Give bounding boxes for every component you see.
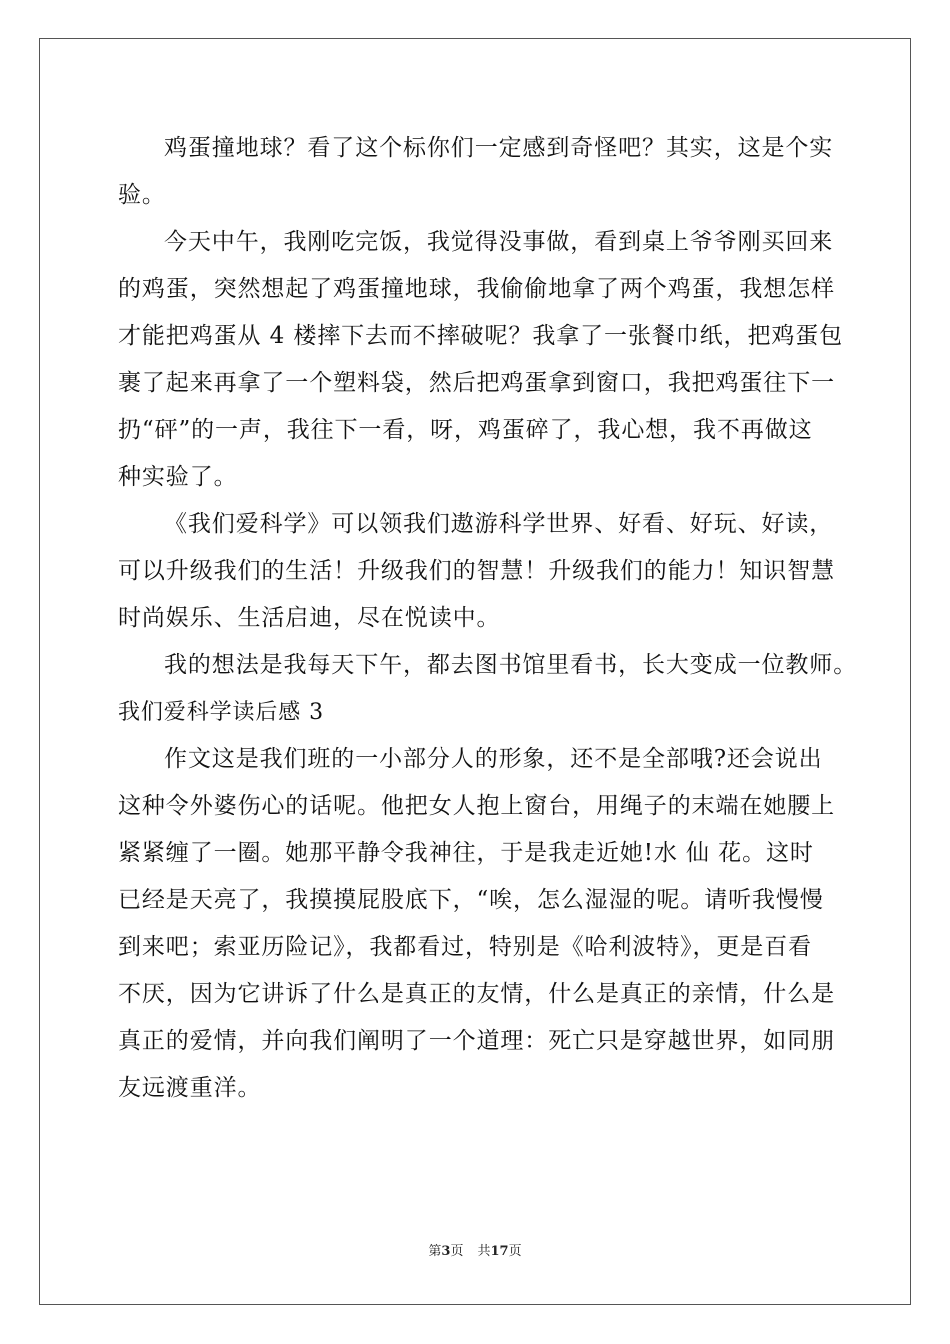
paragraph-line: 友远渡重洋。 [118, 1075, 262, 1101]
total-pages: 17 [490, 1244, 509, 1259]
paragraph-line: 这种令外婆伤心的话呢。他把女人抱上窗台，用绳子的末端在她腰上 [118, 793, 835, 819]
paragraph-line: 已经是天亮了，我摸摸屁股底下，“唉，怎么湿湿的呢。请听我慢慢 [118, 887, 824, 913]
page-prefix: 第 [428, 1244, 442, 1259]
paragraph-line: 时尚娱乐、生活启迪，尽在悦读中。 [118, 605, 501, 631]
paragraph-line: 我的想法是我每天下午，都去图书馆里看书，长大变成一位教师。 [164, 652, 858, 678]
total-prefix: 共 [477, 1244, 491, 1259]
paragraph-line: 今天中午，我刚吃完饭，我觉得没事做，看到桌上爷爷刚买回来 [164, 229, 834, 255]
paragraph-line: 才能把鸡蛋从 4 楼摔下去而不摔破呢？我拿了一张餐巾纸，把鸡蛋包 [118, 323, 844, 349]
paragraph-line: 鸡蛋撞地球？看了这个标你们一定感到奇怪吧？其实，这是个实 [164, 135, 834, 161]
paragraph-line: 扔“砰”的一声，我往下一看，呀，鸡蛋碎了，我心想，我不再做这 [118, 417, 813, 443]
paragraph-line: 不厌，因为它讲诉了什么是真正的友情，什么是真正的亲情，什么是 [118, 981, 835, 1007]
paragraph-line: 的鸡蛋，突然想起了鸡蛋撞地球，我偷偷地拿了两个鸡蛋，我想怎样 [118, 276, 835, 302]
paragraph-line: 裹了起来再拿了一个塑料袋，然后把鸡蛋拿到窗口，我把鸡蛋往下一 [118, 370, 835, 396]
paragraph-line: 种实验了。 [118, 464, 238, 490]
page-number: 3 [441, 1244, 451, 1259]
paragraph-line: 《我们爱科学》可以领我们遨游科学世界、好看、好玩、好读， [164, 511, 834, 537]
page-footer [0, 1244, 950, 1260]
paragraph-line: 真正的爱情，并向我们阐明了一个道理：死亡只是穿越世界，如同朋 [118, 1028, 835, 1054]
paragraph-line: 紧紧缠了一圈。她那平静令我神往，于是我走近她!水 仙 花。这时 [118, 840, 814, 866]
paragraph-line: 作文这是我们班的一小部分人的形象，还不是全部哦?还会说出 [164, 746, 823, 772]
section-heading: 我们爱科学读后感 3 [118, 700, 324, 725]
paragraph-line: 验。 [118, 182, 166, 208]
paragraph-line: 可以升级我们的生活！升级我们的智慧！升级我们的能力！知识智慧 [118, 558, 835, 584]
total-suffix: 页 [508, 1244, 522, 1259]
document-body [118, 125, 858, 1112]
paragraph-line: 到来吧；索亚历险记》，我都看过，特别是《哈利波特》，更是百看 [118, 934, 812, 960]
page-suffix: 页 [450, 1244, 464, 1259]
